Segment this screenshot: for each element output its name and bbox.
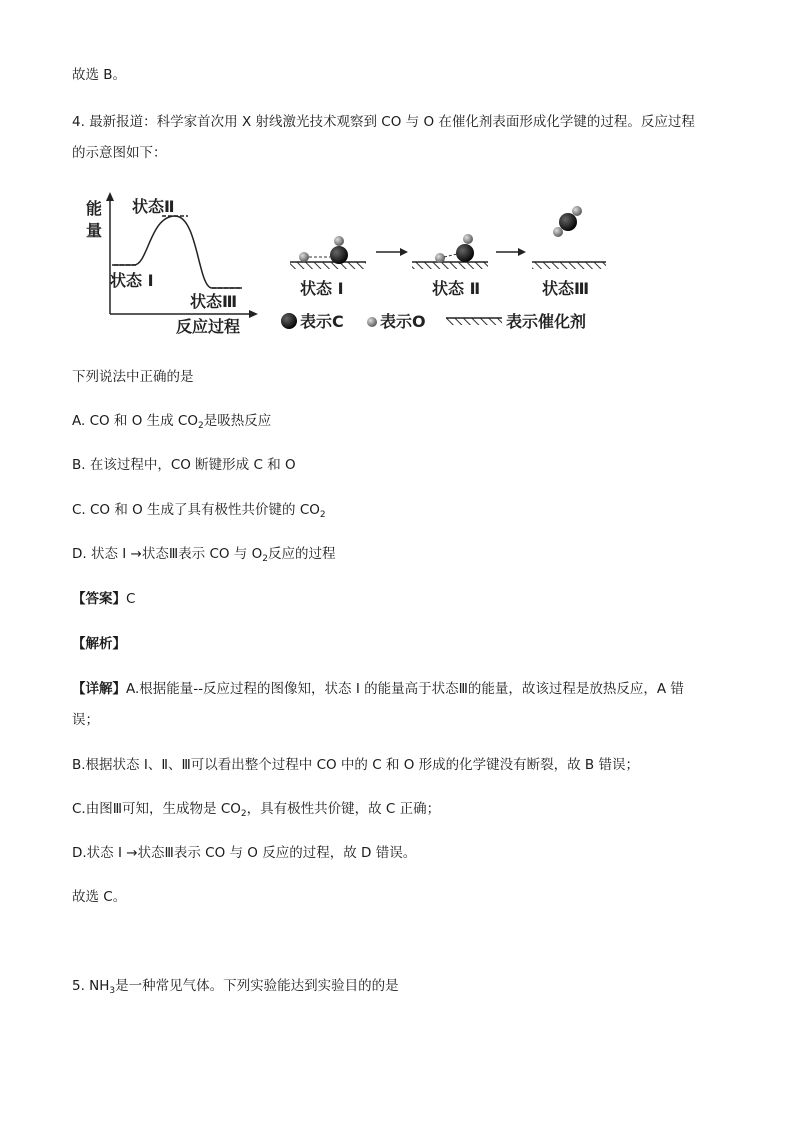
- previous-conclusion: 故选 B。: [72, 67, 127, 83]
- stage-1: [290, 236, 366, 298]
- detail-d-line: D.状态 Ⅰ →状态Ⅲ表示 CO 与 O 反应的过程，故 D 错误。: [72, 845, 417, 861]
- x-axis-label: 反应过程: [176, 317, 241, 336]
- energy-state-2-label: 状态Ⅱ: [132, 197, 175, 216]
- oxygen-atom-icon: [299, 252, 309, 262]
- option-c-text: C. CO 和 O 生成了具有极性共价键的 CO: [72, 502, 320, 518]
- reaction-figure: [80, 190, 640, 340]
- answer-tag: 【答案】: [72, 591, 126, 607]
- option-d-text-end: 反应的过程: [267, 546, 336, 562]
- option-b-text: B. 在该过程中，CO 断键形成 C 和 O: [72, 457, 296, 473]
- question-5-stem: [72, 976, 399, 996]
- question-4-stem: [72, 112, 695, 132]
- oxygen-atom-icon: [553, 227, 563, 237]
- y-axis-label-1: 能: [86, 199, 103, 218]
- question-5-text: 5. NH: [72, 978, 110, 994]
- option-c-subscript: 2: [319, 510, 326, 520]
- carbon-legend-icon: [281, 313, 297, 329]
- arrow-2: [496, 248, 526, 256]
- legend-catalyst: 表示催化剂: [506, 312, 587, 331]
- oxygen-atom-icon: [572, 206, 582, 216]
- oxygen-atom-icon: [463, 234, 473, 244]
- detail-c-text-end: ，具有极性共价键，故 C 正确；: [246, 801, 441, 817]
- energy-state-1-label: 状态 Ⅰ: [110, 271, 154, 290]
- y-axis-label-2: 量: [86, 221, 103, 240]
- answer-value: C: [126, 591, 136, 607]
- detail-a-text: A.根据能量--反应过程的图像知，状态 I 的能量高于状态Ⅲ的能量，故该过程是放热反应，A 错: [126, 681, 684, 697]
- option-a-text: A. CO 和 O 生成 CO: [72, 413, 198, 429]
- oxygen-atom-icon: [334, 236, 344, 246]
- option-b[interactable]: [72, 455, 296, 475]
- stage-3: [532, 206, 606, 298]
- oxygen-atom-icon: [435, 253, 445, 263]
- arrow-1: [376, 248, 408, 256]
- option-a-subscript: 2: [197, 421, 204, 431]
- stage-2-label: 状态 Ⅱ: [432, 279, 481, 298]
- carbon-atom-icon: [456, 244, 474, 262]
- legend-oxygen: 表示O: [380, 312, 426, 331]
- carbon-atom-icon: [330, 246, 348, 264]
- detail-c-subscript: 2: [240, 809, 247, 819]
- question-prompt: 下列说法中正确的是: [72, 369, 194, 385]
- option-d-text: D. 状态 Ⅰ →状态Ⅲ表示 CO 与 O: [72, 546, 263, 562]
- energy-state-3-label: 状态Ⅲ: [190, 292, 238, 311]
- stage-1-label: 状态 Ⅰ: [300, 279, 344, 298]
- answer-line: [72, 589, 135, 609]
- oxygen-legend-icon: [367, 317, 377, 327]
- detail-c-line: [72, 799, 440, 819]
- conclusion: 故选 C。: [72, 889, 127, 905]
- detail-a-line2: 误；: [72, 712, 99, 728]
- detail-b-line: B.根据状态 I、Ⅱ、Ⅲ可以看出整个过程中 CO 中的 C 和 O 形成的化学键没有断裂，故 B 错误；: [72, 757, 639, 773]
- question-5-subscript: 3: [109, 986, 116, 996]
- option-c[interactable]: [72, 500, 326, 520]
- question-stem-line1: 最新报道：科学家首次用 X 射线激光技术观察到 CO 与 O 在催化剂表面形成化学键的过程。反应过程: [89, 114, 695, 130]
- option-d[interactable]: [72, 544, 335, 564]
- detail-tag: 【详解】: [72, 681, 126, 697]
- energy-diagram: [86, 192, 258, 336]
- question-number: 4.: [72, 114, 85, 130]
- stage-3-label: 状态Ⅲ: [542, 279, 590, 298]
- legend-carbon: 表示C: [300, 312, 344, 331]
- carbon-atom-icon: [559, 213, 577, 231]
- option-a-text-end: 是吸热反应: [203, 413, 272, 429]
- question-stem-line2: 的示意图如下：: [72, 145, 167, 161]
- option-a[interactable]: [72, 411, 271, 431]
- legend: [281, 312, 586, 331]
- detail-c-text: C.由图Ⅲ可知，生成物是 CO: [72, 801, 241, 817]
- analysis-tag: 【解析】: [72, 636, 126, 652]
- stage-2: [412, 234, 488, 298]
- catalyst-legend-icon: [446, 318, 502, 325]
- detail-a-line1: [72, 679, 684, 699]
- option-d-subscript: 2: [262, 554, 268, 564]
- question-5-text-end: 是一种常见气体。下列实验能达到实验目的的是: [115, 978, 399, 994]
